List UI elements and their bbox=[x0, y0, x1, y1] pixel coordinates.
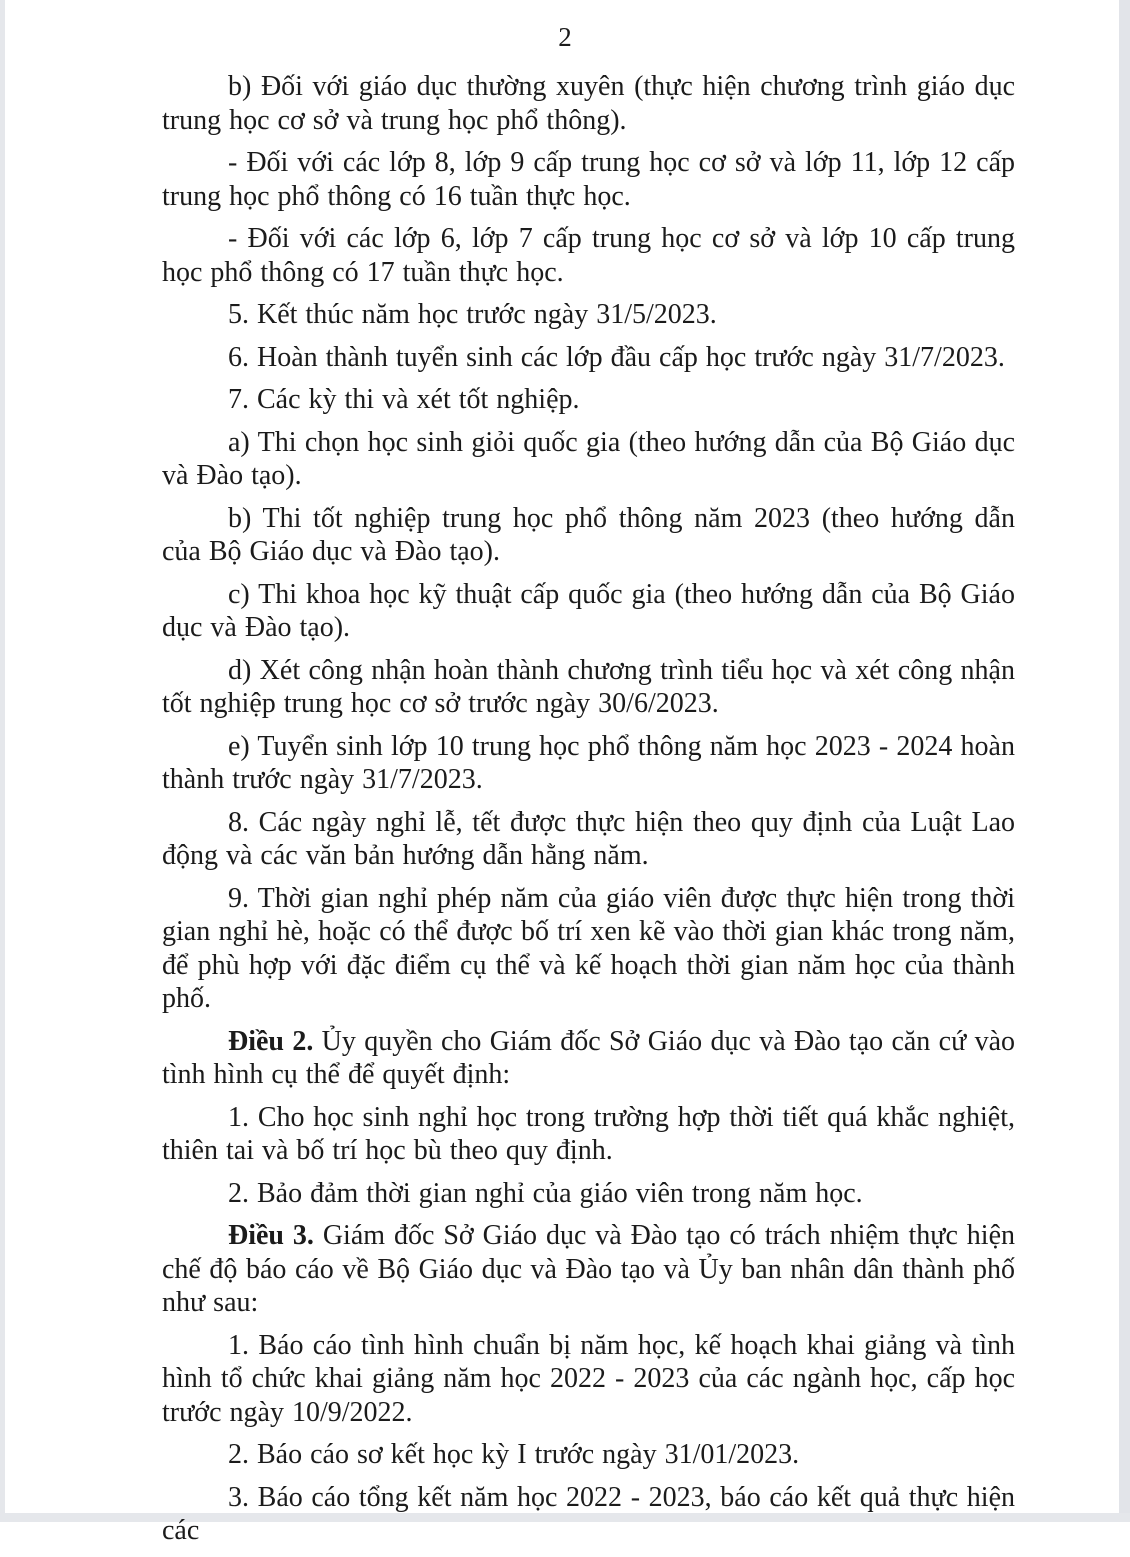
paragraph-text: a) Thi chọn học sinh giỏi quốc gia (theo hướng dẫn của Bộ Giáo dục và Đào tạo). bbox=[162, 426, 1015, 491]
paragraph-text: 8. Các ngày nghỉ lễ, tết được thực hiện theo quy định của Luật Lao động và các văn bản hướng dẫn hằng năm. bbox=[162, 806, 1015, 871]
paragraph bbox=[162, 146, 1015, 213]
paragraph-text: c) Thi khoa học kỹ thuật cấp quốc gia (theo hướng dẫn của Bộ Giáo dục và Đào tạo). bbox=[162, 578, 1015, 643]
paragraph-text: 1. Cho học sinh nghỉ học trong trường hợp thời tiết quá khắc nghiệt, thiên tai và bố trí học bù theo quy định. bbox=[162, 1101, 1015, 1166]
paragraph-text: b) Thi tốt nghiệp trung học phổ thông năm 2023 (theo hướng dẫn của Bộ Giáo dục và Đào tạo). bbox=[162, 502, 1015, 567]
paragraph-text: - Đối với các lớp 6, lớp 7 cấp trung học cơ sở và lớp 10 cấp trung học phổ thông có 17 tuần thực học. bbox=[162, 223, 1015, 288]
paragraph bbox=[162, 341, 1015, 375]
paragraph-text: e) Tuyển sinh lớp 10 trung học phổ thông năm học 2023 - 2024 hoàn thành trước ngày 31/7/2023. bbox=[162, 730, 1015, 795]
paragraph bbox=[162, 806, 1015, 873]
paragraph-text: 2. Báo cáo sơ kết học kỳ I trước ngày 31/01/2023. bbox=[228, 1439, 800, 1470]
paragraph bbox=[162, 298, 1015, 332]
page-edge-left bbox=[0, 0, 5, 1522]
paragraph-text: Ủy quyền cho Giám đốc Sở Giáo dục và Đào tạo căn cứ vào tình hình cụ thể để quyết định: bbox=[162, 1025, 1015, 1090]
paragraph-text: 9. Thời gian nghỉ phép năm của giáo viên được thực hiện trong thời gian nghỉ hè, hoặc có thể được bố trí xen kẽ vào thời gian khác trong năm, để phù hợp với đặc điểm cụ thể và kế hoạch thời gian năm học của thành phố. bbox=[162, 882, 1015, 1014]
article-label: Điều 2. bbox=[228, 1025, 314, 1057]
paragraph bbox=[162, 1481, 1015, 1548]
paragraph-text: 5. Kết thúc năm học trước ngày 31/5/2023. bbox=[228, 299, 717, 330]
page-number: 2 bbox=[558, 22, 572, 52]
paragraph-article-3 bbox=[162, 1219, 1015, 1320]
paragraph bbox=[162, 1177, 1015, 1211]
paragraph-text: Giám đốc Sở Giáo dục và Đào tạo có trách nhiệm thực hiện chế độ báo cáo về Bộ Giáo dục và Đào tạo và Ủy ban nhân dân thành phố như sau: bbox=[162, 1220, 1015, 1318]
paragraph bbox=[162, 502, 1015, 569]
paragraph-text: b) Đối với giáo dục thường xuyên (thực hiện chương trình giáo dục trung học cơ sở và trung học phổ thông). bbox=[162, 71, 1015, 136]
paragraph-text: d) Xét công nhận hoàn thành chương trình tiểu học và xét công nhận tốt nghiệp trung học cơ sở trước ngày 30/6/2023. bbox=[162, 654, 1015, 719]
paragraph bbox=[162, 426, 1015, 493]
paragraph bbox=[162, 383, 1015, 417]
paragraph-text: - Đối với các lớp 8, lớp 9 cấp trung học cơ sở và lớp 11, lớp 12 cấp trung học phổ thông có 16 tuần thực học. bbox=[162, 147, 1015, 212]
paragraph bbox=[162, 1438, 1015, 1472]
paragraph bbox=[162, 1329, 1015, 1430]
document-body bbox=[162, 70, 1015, 1557]
paragraph bbox=[162, 654, 1015, 721]
paragraph bbox=[162, 70, 1015, 137]
paragraph bbox=[162, 1101, 1015, 1168]
paragraph-text: 6. Hoàn thành tuyển sinh các lớp đầu cấp học trước ngày 31/7/2023. bbox=[228, 341, 1005, 373]
paragraph-article-2 bbox=[162, 1025, 1015, 1092]
page-edge-right bbox=[1119, 0, 1130, 1522]
paragraph-text: 1. Báo cáo tình hình chuẩn bị năm học, kế hoạch khai giảng và tình hình tổ chức khai giảng năm học 2022 - 2023 của các ngành học, cấp học trước ngày 10/9/2022. bbox=[162, 1329, 1015, 1428]
paragraph-text: 2. Bảo đảm thời gian nghỉ của giáo viên trong năm học. bbox=[228, 1177, 863, 1209]
paragraph-text: 3. Báo cáo tổng kết năm học 2022 - 2023, báo cáo kết quả thực hiện các bbox=[162, 1481, 1015, 1546]
paragraph bbox=[162, 578, 1015, 645]
article-label: Điều 3. bbox=[228, 1220, 314, 1251]
paragraph bbox=[162, 730, 1015, 797]
paragraph-text: 7. Các kỳ thi và xét tốt nghiệp. bbox=[228, 384, 580, 415]
paragraph bbox=[162, 222, 1015, 289]
paragraph bbox=[162, 882, 1015, 1016]
